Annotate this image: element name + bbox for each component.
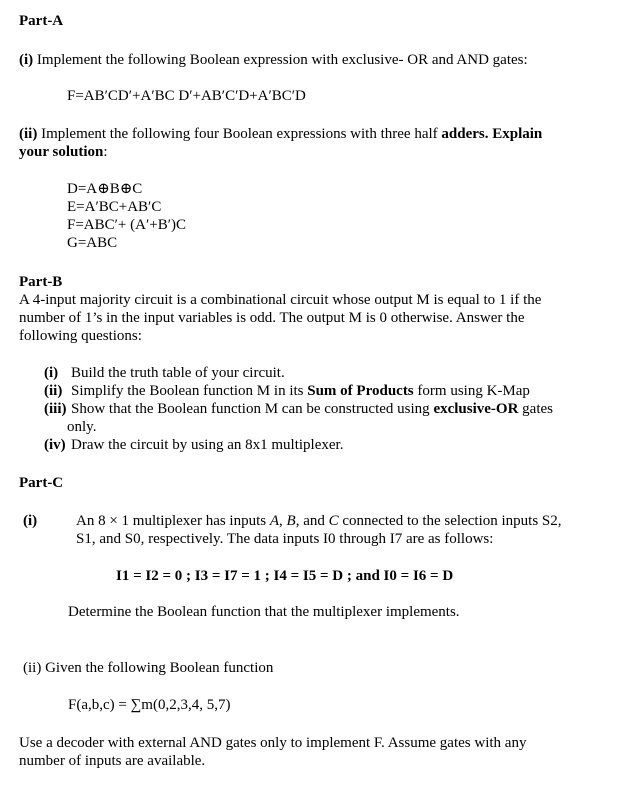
question-text: Show that the Boolean function M can be constructed using (71, 401, 434, 417)
part-a-question-1 (19, 51, 528, 69)
question-text: connected to the selection inputs S2, (338, 513, 562, 529)
question-text: form using K-Map (413, 383, 530, 399)
question-text-bold: adders. Explain (441, 126, 543, 142)
boolean-function: F(a,b,c) = ∑m(0,2,3,4, 5,7) (68, 697, 231, 713)
question-number: (i) (19, 52, 34, 68)
part-c-question-1-determine: Determine the Boolean function that the multiplexer implements. (68, 604, 460, 620)
question-text-bold: exclusive-OR (433, 401, 519, 417)
question-number: (i) (44, 365, 59, 381)
part-c-instruction-line: Use a decoder with external AND gates only to implement F. Assume gates with any (19, 735, 527, 751)
part-b-question-4 (44, 436, 343, 454)
question-text: Implement the following four Boolean expressions with three half (37, 126, 442, 142)
part-b-question-3-cont: only. (67, 419, 97, 435)
mux-inputs: I1 = I2 = 0 ; I3 = I7 = 1 ; I4 = I5 = D ; and I0 = I6 = D (116, 568, 454, 584)
part-c-question-1-line1 (76, 512, 562, 530)
question-text: Implement the following Boolean expression with exclusive- OR and AND gates: (33, 52, 528, 68)
question-text: Simplify the Boolean function M in its (71, 383, 308, 399)
expression-g: G=ABC (67, 235, 118, 251)
part-b-question-1 (44, 364, 285, 382)
question-text: Build the truth table of your circuit. (71, 365, 285, 381)
part-b-paragraph-line: number of 1’s in the input variables is odd. The output M is 0 otherwise. Answer the (19, 310, 525, 326)
part-b-question-3 (44, 400, 553, 418)
expression-f2: F=ABC′+ (A′+B′)C (67, 217, 186, 233)
part-c-instruction-line: number of inputs are available. (19, 753, 206, 769)
part-b-heading: Part-B (19, 274, 63, 290)
question-text-bold: Sum of Products (307, 383, 414, 399)
sep: , (279, 513, 287, 529)
part-b-paragraph-line: A 4-input majority circuit is a combinational circuit whose output M is equal to 1 if the (19, 292, 542, 308)
var-a: A (269, 513, 280, 529)
part-b-question-2 (44, 382, 530, 400)
question-number: (ii) (44, 383, 63, 399)
expression-d: D=A⊕B⊕C (67, 181, 143, 197)
part-a-question-2-line1 (19, 125, 542, 143)
question-text: An 8 × 1 multiplexer has inputs (76, 513, 270, 529)
part-c-question-1-line2: S1, and S0, respectively. The data inputs I0 through I7 are as follows: (76, 531, 494, 547)
part-b-paragraph-line: following questions: (19, 328, 142, 344)
question-number: (i) (23, 513, 38, 529)
part-a-question-2-line2 (19, 143, 108, 161)
expression-f: F=AB′CD′+A′BC D′+AB′C′D+A′BC′D (67, 88, 306, 104)
question-text: Draw the circuit by using an 8x1 multiplexer. (71, 437, 344, 453)
question-text: gates (518, 401, 553, 417)
var-c: C (328, 513, 339, 529)
question-number: (iv) (44, 437, 66, 453)
sep: , and (295, 513, 329, 529)
question-number: (iii) (44, 401, 67, 417)
part-a-heading: Part-A (19, 13, 64, 29)
question-number: (ii) (19, 126, 38, 142)
part-c-question-2-label: (ii) Given the following Boolean function (23, 660, 274, 676)
question-text: : (103, 144, 108, 160)
var-b: B (286, 513, 296, 529)
part-c-heading: Part-C (19, 475, 64, 491)
expression-e: E=A′BC+AB′C (67, 199, 162, 215)
question-text-bold: your solution (19, 144, 104, 160)
